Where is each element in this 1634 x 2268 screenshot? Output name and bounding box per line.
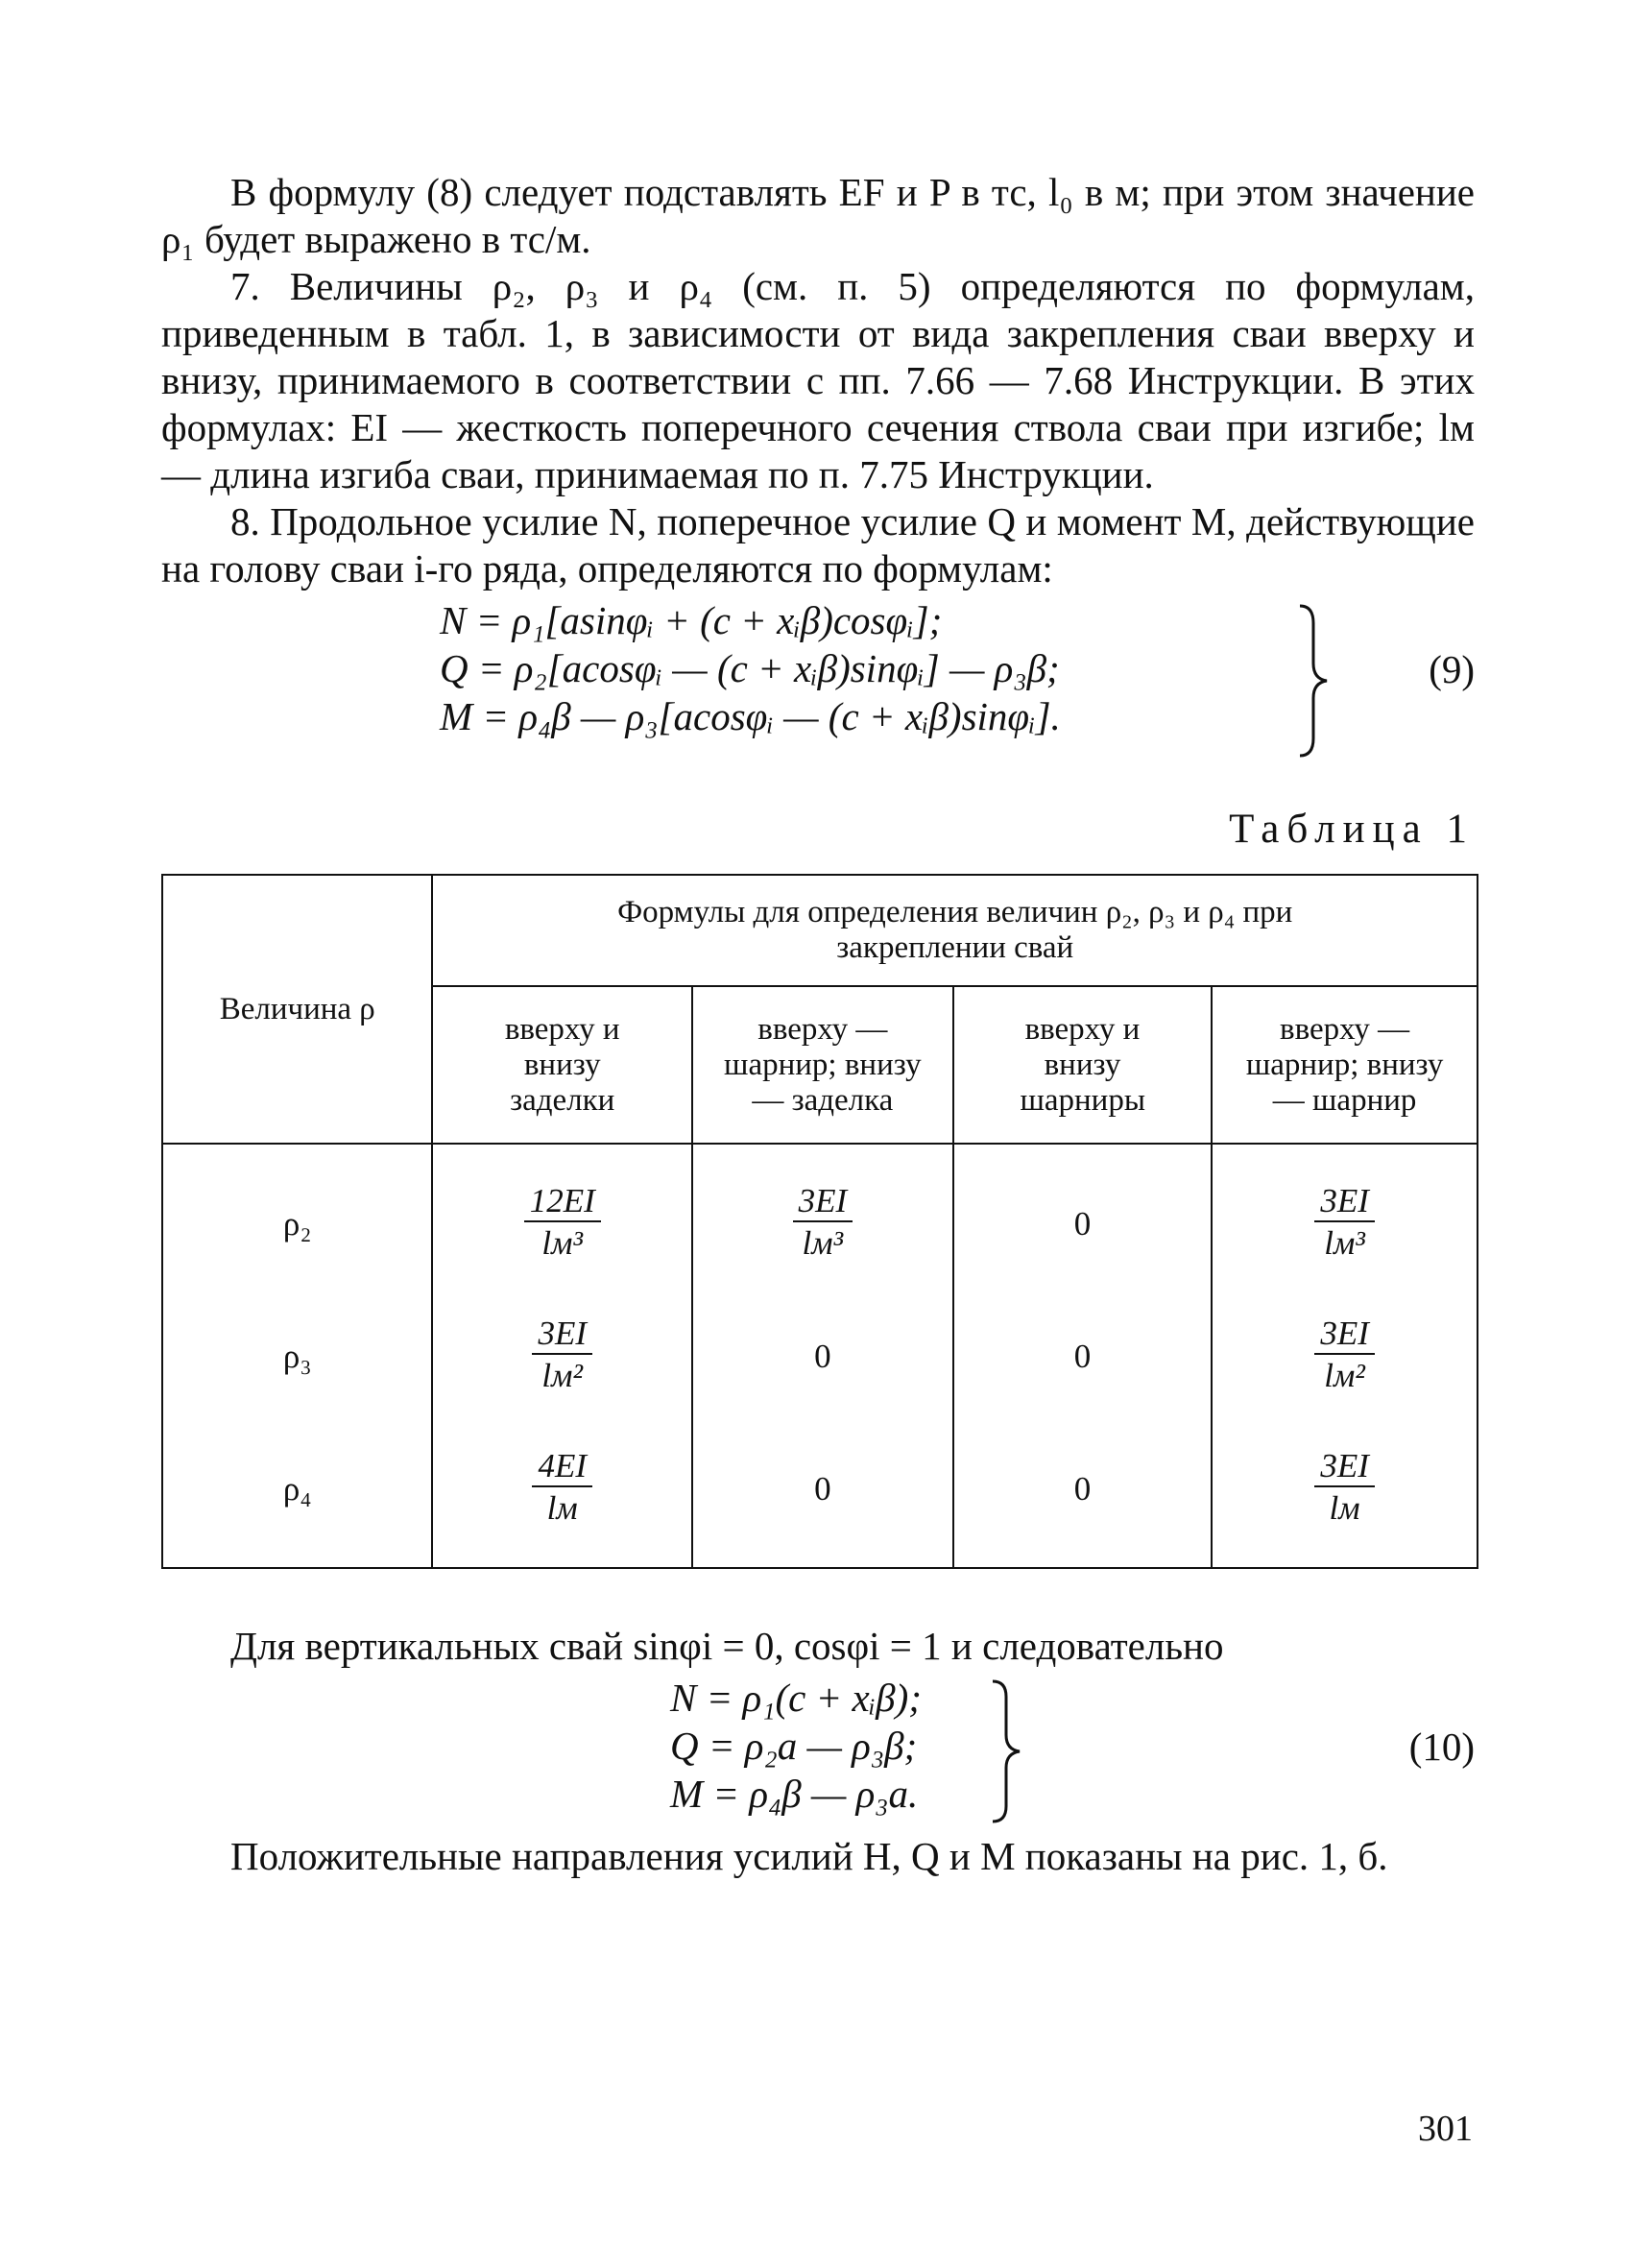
value-cell: 0 — [1073, 1469, 1092, 1508]
value-cell: 0 — [1073, 1337, 1092, 1375]
row-label-rho2: ρ₂ — [282, 1204, 312, 1243]
equation-M: M = ρ₄β — ρ₃[acosφᵢ — (c + xᵢβ)sinφᵢ]. — [440, 694, 1061, 738]
column-hinge-hinge-2 — [1212, 1144, 1478, 1568]
right-brace-icon — [987, 1679, 1025, 1823]
row-labels — [162, 1144, 432, 1568]
formula-cell: $\frac{3EI}{lм}$ — [1213, 1422, 1477, 1555]
formula-cell: $\frac{3EI}{\text{lм³}}$ — [693, 1157, 952, 1290]
equation-number-10: (10) — [1408, 1725, 1475, 1769]
equation-system-10 — [161, 1674, 1475, 1833]
row-label-rho4: ρ₄ — [282, 1469, 312, 1508]
equation-N: N = ρ₁[asinφᵢ + (c + xᵢβ)cosφᵢ]; — [440, 598, 943, 642]
paragraph-forces: 8. Продольное усилие N, поперечное усилие Q и момент M, действующие на голову сваи i-го ряда, определяются по формулам: — [161, 499, 1475, 591]
equation-Q: Q = ρ₂[acosφᵢ — (c + xᵢβ)sinφᵢ] — ρ₃β; — [440, 646, 1060, 690]
formula-cell: $\frac{3EI}{\text{lм²}}$ — [433, 1290, 690, 1422]
paragraph-units: В формулу (8) следует подставлять EF и P в тс, l₀ в м; при этом значение ρ₁ будет выражено в тс/м. — [161, 170, 1475, 261]
row-label-rho3: ρ₃ — [282, 1337, 312, 1375]
paragraph-rho-definitions: 7. Величины ρ₂, ρ₃ и ρ₄ (см. п. 5) определяются по формулам, приведенным в табл. 1, в зависимости от вида закрепления сваи вверху и внизу, принимаемого в соответствии с пп. 7.66 — 7.68 Инструкции. В этих формулах: EI — жесткость поперечного сечения ствола сваи при изгибе; lм — длина изгиба сваи, принимаемая по п. 7.75 Инструкции. — [161, 264, 1475, 496]
subheader-hinge-hinge: вверху и внизу шарниры — [953, 986, 1212, 1144]
right-brace-icon — [1294, 604, 1333, 758]
equation-Q-vertical: Q = ρ₂a — ρ₃β; — [670, 1724, 918, 1768]
column-hinge-fixed — [692, 1144, 953, 1568]
equation-number-9: (9) — [1429, 647, 1475, 691]
page — [161, 169, 1475, 1880]
paragraph-vertical-piles: Для вертикальных свай sinφi = 0, cosφi = 1 и следовательно — [230, 1624, 1224, 1668]
equation-system-9 — [161, 596, 1475, 779]
formula-table — [161, 874, 1478, 1569]
formula-cell: $\frac{4EI}{lм}$ — [433, 1422, 690, 1555]
equation-N-vertical: N = ρ₁(c + xᵢβ); — [670, 1676, 922, 1720]
formula-cell: $\frac{3EI}{\text{lм³}}$ — [1213, 1157, 1477, 1290]
value-cell: 0 — [814, 1469, 831, 1508]
formula-cell: $\frac{12EI}{\text{lм³}}$ — [433, 1157, 690, 1290]
table-title: Таблица 1 — [1229, 807, 1475, 852]
paragraph-directions: Положительные направления усилий H, Q и M показаны на рис. 1, б. — [230, 1834, 1388, 1878]
subheader-fixed-fixed: вверху и внизу заделки — [432, 986, 691, 1144]
column-fixed-fixed — [432, 1144, 691, 1568]
subheader-hinge-fixed: вверху — шарнир; внизу — заделка — [692, 986, 953, 1144]
subheader-hinge-hinge-2: вверху — шарнир; внизу — шарнир — [1212, 986, 1478, 1144]
value-cell: 0 — [1073, 1204, 1092, 1243]
equation-M-vertical: M = ρ₄β — ρ₃a. — [670, 1772, 919, 1816]
value-cell: 0 — [814, 1337, 831, 1375]
page-number: 301 — [1418, 2109, 1473, 2149]
header-quantity: Величина ρ — [162, 875, 432, 1144]
formula-cell: $\frac{3EI}{\text{lм²}}$ — [1213, 1290, 1477, 1422]
column-hinge-hinge — [953, 1144, 1212, 1568]
header-formulas: Формулы для определения величин ρ₂, ρ₃ и ρ₄ при закреплении свай — [432, 875, 1478, 986]
